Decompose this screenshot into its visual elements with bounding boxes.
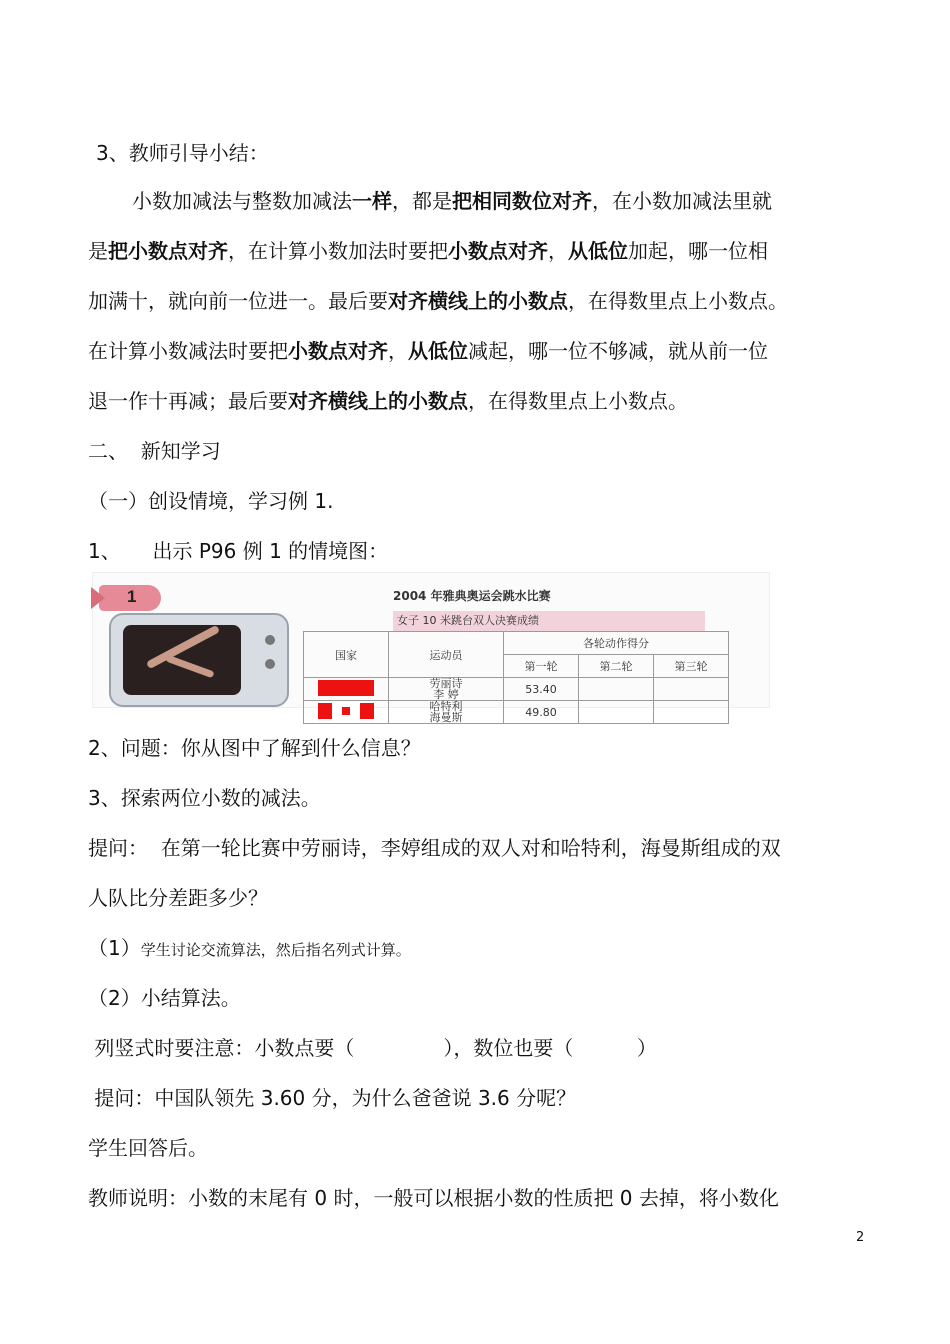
score-cell [654, 678, 729, 701]
bold-run: 对齐横线上的小数点 [388, 289, 568, 313]
example-badge-icon [99, 585, 161, 611]
text-run: 加起，哪一位相 [628, 239, 768, 263]
header-rounds: 各轮动作得分 [504, 632, 729, 655]
paragraph-line [88, 388, 688, 414]
text-run: 退一作十再减；最后要 [88, 389, 288, 413]
step-line: （2）小结算法。 [88, 986, 241, 1010]
canada-flag-icon [318, 703, 374, 719]
header-round-3: 第三轮 [654, 655, 729, 678]
bold-run: 从低位 [568, 239, 628, 263]
badge-number: 1 [127, 587, 137, 606]
bold-run: 一样 [352, 189, 392, 213]
step-number: （1） [88, 936, 141, 960]
step-line [88, 935, 411, 963]
summary-heading: 3、教师引导小结： [96, 141, 269, 165]
tv-icon [109, 613, 289, 707]
text-run: ，在得数里点上小数点。 [468, 389, 688, 413]
text-run: 是 [88, 239, 108, 263]
score-cell [654, 701, 729, 724]
step-line: 1、 出示 P96 例 1 的情境图： [88, 539, 389, 563]
bold-run: 从低位 [408, 339, 468, 363]
paragraph-line [88, 288, 788, 314]
question-line: 提问： 在第一轮比赛中劳丽诗，李婷组成的双人对和哈特利，海曼斯组成的双 [88, 836, 781, 860]
header-round-1: 第一轮 [504, 655, 579, 678]
table-row [304, 701, 729, 724]
text-run: 减起，哪一位不够减，就从前一位 [468, 339, 768, 363]
score-cell [579, 701, 654, 724]
text-run: ，在得数里点上小数点。 [568, 289, 788, 313]
step-text: 学生讨论交流算法，然后指名列式计算。 [140, 941, 411, 959]
athletes-cell: 哈特利 海曼斯 [389, 701, 504, 724]
athletes-cell: 劳丽诗 李 婷 [389, 678, 504, 701]
text-run: ，都是 [392, 189, 452, 213]
text-run: ， [548, 239, 568, 263]
page-number: 2 [856, 1230, 865, 1245]
question-line: 提问：中国队领先 3.60 分，为什么爸爸说 3.6 分呢？ [88, 1086, 577, 1110]
paragraph-line [132, 188, 772, 214]
bold-run: 小数点对齐 [448, 239, 548, 263]
text-run: ，在计算小数加法时要把 [228, 239, 448, 263]
score-cell [579, 678, 654, 701]
paragraph-line [88, 238, 768, 264]
fill-blank-line: 列竖式时要注意：小数点要（ ），数位也要（ ） [88, 1036, 657, 1060]
paragraph-line: 学生回答后。 [88, 1136, 208, 1160]
header-country: 国家 [304, 632, 389, 678]
diver-image [123, 625, 241, 695]
text-run: 加满十，就向前一位进一。最后要 [88, 289, 388, 313]
china-flag-icon [318, 680, 374, 696]
paragraph-line: 教师说明：小数的末尾有 0 时，一般可以根据小数的性质把 0 去掉，将小数化 [88, 1186, 779, 1210]
header-round-2: 第二轮 [579, 655, 654, 678]
score-cell: 53.40 [504, 678, 579, 701]
text-run: 在计算小数减法时要把 [88, 339, 288, 363]
figure-title: 2004 年雅典奥运会跳水比赛 [393, 589, 551, 603]
text-run: ， [388, 339, 408, 363]
score-table [303, 631, 729, 724]
score-cell: 49.80 [504, 701, 579, 724]
text-run: ，在小数加减法里就 [592, 189, 772, 213]
text-run: 小数加减法与整数加减法 [132, 189, 352, 213]
figure-subtitle: 女子 10 米跳台双人决赛成绩 [393, 611, 705, 631]
header-athletes: 运动员 [389, 632, 504, 678]
example-figure [92, 572, 770, 724]
bold-run: 把小数点对齐 [108, 239, 228, 263]
bold-run: 把相同数位对齐 [452, 189, 592, 213]
step-line: 3、探索两位小数的减法。 [88, 786, 321, 810]
question-line: 人队比分差距多少？ [88, 886, 268, 910]
paragraph-line [88, 338, 768, 364]
bold-run: 小数点对齐 [288, 339, 388, 363]
table-row [304, 678, 729, 701]
section-heading: 二、 新知学习 [88, 439, 221, 463]
subsection-heading: （一）创设情境，学习例 1. [88, 489, 334, 513]
bold-run: 对齐横线上的小数点 [288, 389, 468, 413]
question-line: 2、问题：你从图中了解到什么信息？ [88, 736, 421, 760]
